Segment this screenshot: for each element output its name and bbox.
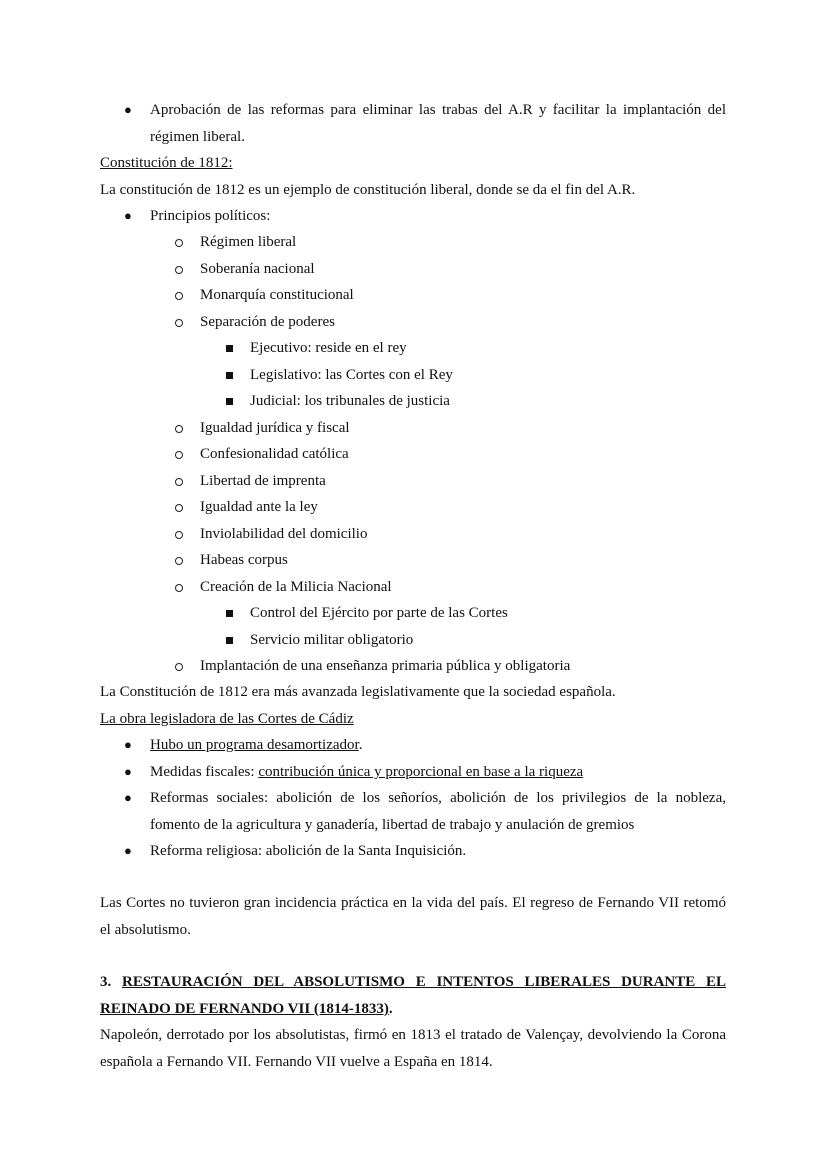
principle-item: Soberanía nacional	[200, 261, 315, 277]
cortes-item-4: Reforma religiosa: abolición de la Santa Inquisición.	[150, 843, 467, 859]
period: .	[388, 1001, 393, 1017]
circle-bullet	[175, 292, 183, 300]
circle-bullet	[175, 663, 183, 671]
circle-bullet	[175, 584, 183, 592]
bullet-dot: ●	[124, 737, 132, 752]
section3-title-line1	[100, 972, 726, 992]
circle-bullet	[175, 531, 183, 539]
power-item: Ejecutivo: reside en el rey	[250, 340, 407, 356]
fiscal-prefix: Medidas fiscales:	[150, 764, 259, 780]
circle-bullet	[175, 504, 183, 512]
square-bullet	[226, 372, 233, 379]
bullet-dot: ●	[124, 764, 132, 779]
cortes-item-3-line1: Reformas sociales: abolición de los señoríos, abolición de los privilegios de la nobleza,	[150, 790, 726, 806]
cortes-work-heading: La obra legisladora de las Cortes de Cádiz	[100, 711, 354, 727]
principle-item: Creación de la Milicia Nacional	[200, 579, 392, 595]
section-number: 3.	[100, 974, 122, 990]
constitution-heading: Constitución de 1812:	[100, 155, 233, 171]
period: .	[358, 737, 363, 753]
principle-item: Monarquía constitucional	[200, 287, 354, 303]
militia-item: Servicio militar obligatorio	[250, 632, 414, 648]
square-bullet	[226, 637, 233, 644]
square-bullet	[226, 398, 233, 405]
principle-item: Confesionalidad católica	[200, 446, 349, 462]
circle-bullet	[175, 451, 183, 459]
section3-title-line2	[100, 999, 393, 1019]
section3-paragraph-line2: española a Fernando VII. Fernando VII vuelve a España en 1814.	[100, 1054, 493, 1070]
principle-item: Igualdad ante la ley	[200, 499, 318, 515]
cortes-item-1	[150, 735, 362, 755]
constitution-intro: La constitución de 1812 es un ejemplo de constitución liberal, donde se da el fin del A.R.	[100, 182, 636, 198]
cortes-item-2	[150, 762, 583, 782]
circle-bullet	[175, 266, 183, 274]
cortes-paragraph-line2: el absolutismo.	[100, 922, 191, 938]
principle-item: Igualdad jurídica y fiscal	[200, 420, 350, 436]
cortes-item-3-line2: fomento de la agricultura y ganadería, libertad de trabajo y anulación de gremios	[150, 817, 635, 833]
militia-item: Control del Ejército por parte de las Cortes	[250, 605, 508, 621]
reforms-bullet-line2: régimen liberal.	[150, 129, 245, 145]
power-item: Legislativo: las Cortes con el Rey	[250, 367, 453, 383]
principle-item: Habeas corpus	[200, 552, 288, 568]
circle-bullet	[175, 557, 183, 565]
reforms-bullet-line1: Aprobación de las reformas para eliminar las trabas del A.R y facilitar la implantación del	[150, 102, 726, 118]
principle-item: Implantación de una enseñanza primaria pública y obligatoria	[200, 658, 571, 674]
square-bullet	[226, 345, 233, 352]
bullet-dot: ●	[124, 208, 132, 223]
bullet-dot: ●	[124, 102, 132, 117]
section3-paragraph-line1: Napoleón, derrotado por los absolutistas, firmó en 1813 el tratado de Valençay, devolviendo la Corona	[100, 1027, 726, 1043]
circle-bullet	[175, 478, 183, 486]
principles-label: Principios políticos:	[150, 208, 271, 224]
fiscal-link[interactable]: contribución única y proporcional en base a la riqueza	[258, 764, 584, 780]
section-title-part1: RESTAURACIÓN DEL ABSOLUTISMO E INTENTOS LIBERALES DURANTE EL	[122, 974, 727, 990]
circle-bullet	[175, 425, 183, 433]
bullet-dot: ●	[124, 843, 132, 858]
section-title-part2: REINADO DE FERNANDO VII (1814-1833)	[100, 1001, 389, 1017]
circle-bullet	[175, 319, 183, 327]
constitution-conclusion: La Constitución de 1812 era más avanzada legislativamente que la sociedad española.	[100, 684, 616, 700]
bullet-dot: ●	[124, 790, 132, 805]
principle-item: Inviolabilidad del domicilio	[200, 526, 368, 542]
cortes-paragraph-line1: Las Cortes no tuvieron gran incidencia práctica en la vida del país. El regreso de Fernando VII retomó	[100, 895, 726, 911]
principle-item: Libertad de imprenta	[200, 473, 326, 489]
power-item: Judicial: los tribunales de justicia	[250, 393, 450, 409]
desamortizador-link[interactable]: Hubo un programa desamortizador	[150, 737, 359, 753]
square-bullet	[226, 610, 233, 617]
circle-bullet	[175, 239, 183, 247]
principle-item: Régimen liberal	[200, 234, 297, 250]
principle-item: Separación de poderes	[200, 314, 335, 330]
